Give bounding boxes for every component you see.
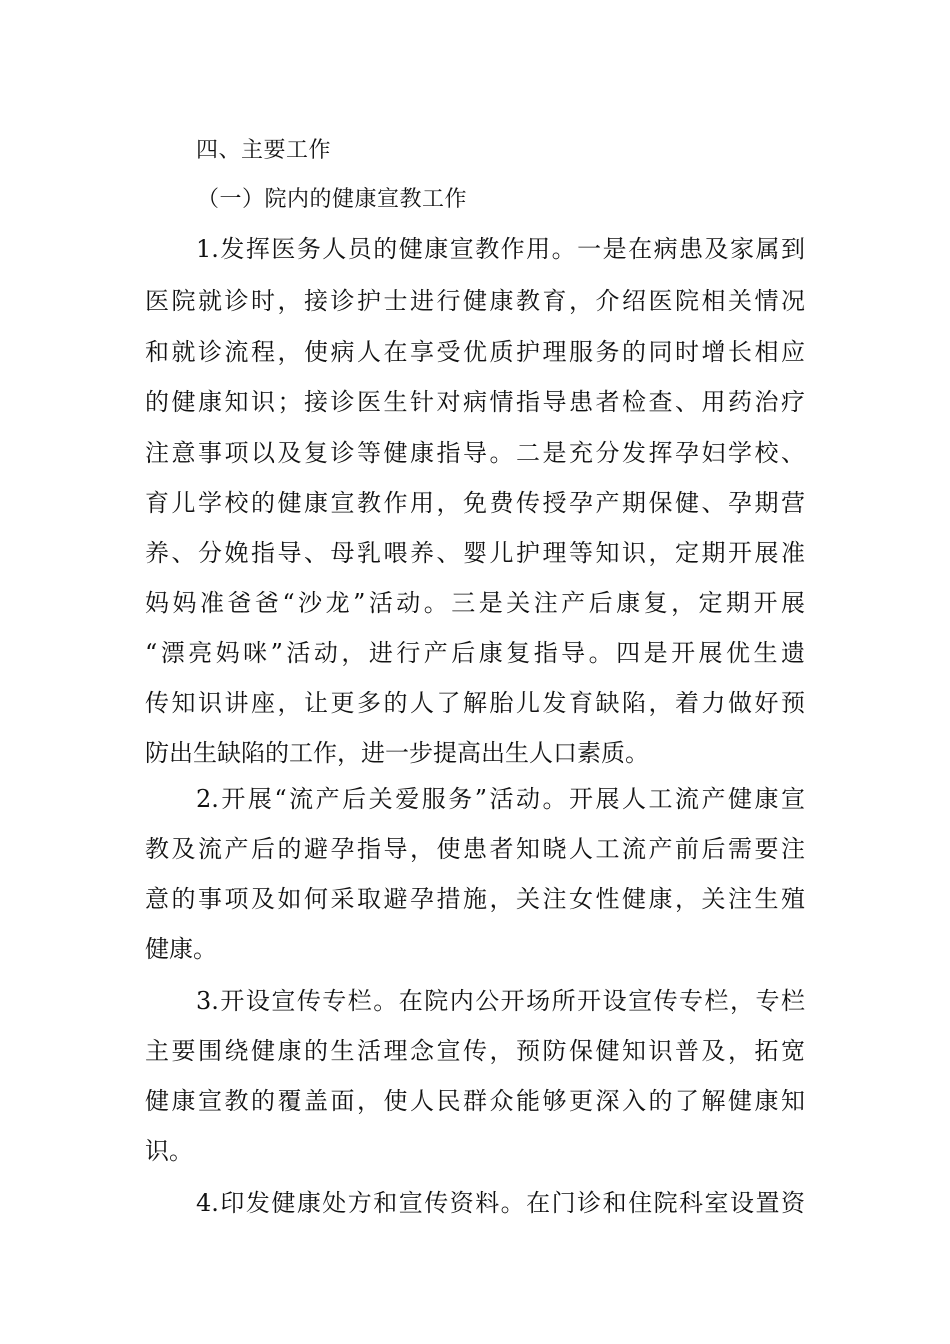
paragraph-4-line-1: 4.印发健康处方和宣传资料。在门诊和住院科室设置资 [196,1189,805,1217]
paragraph-2-line-4: 健康。 [145,935,217,963]
paragraph-1-line-4: 的健康知识；接诊医生针对病情指导患者检查、用药治疗 [145,388,805,416]
paragraph-1-line-6: 育儿学校的健康宣教作用，免费传授孕产期保健、孕期营 [145,489,805,517]
paragraph-2-line-3: 意的事项及如何采取避孕措施，关注女性健康，关注生殖 [145,885,805,913]
paragraph-3-line-2: 主要围绕健康的生活理念宣传，预防保健知识普及，拓宽 [145,1037,805,1065]
paragraph-2-line-2: 教及流产后的避孕指导，使患者知晓人工流产前后需要注 [145,835,805,863]
section-heading: 四、主要工作 [196,138,332,163]
paragraph-3-line-3: 健康宣教的覆盖面，使人民群众能够更深入的了解健康知 [145,1087,805,1115]
subsection-heading: （一）院内的健康宣教工作 [197,187,468,212]
paragraph-1-line-8: 妈妈准爸爸“沙龙”活动。三是关注产后康复，定期开展 [145,589,805,617]
paragraph-1-line-7: 养、分娩指导、母乳喂养、婴儿护理等知识，定期开展准 [145,539,805,567]
paragraph-1-line-11: 防出生缺陷的工作，进一步提高出生人口素质。 [145,739,649,767]
paragraph-3-line-4: 识。 [145,1137,193,1165]
paragraph-2-line-1: 2.开展“流产后关爱服务”活动。开展人工流产健康宣 [196,785,805,813]
paragraph-1-line-3: 和就诊流程，使病人在享受优质护理服务的同时增长相应 [145,338,805,366]
paragraph-1-line-5: 注意事项以及复诊等健康指导。二是充分发挥孕妇学校、 [145,439,805,467]
paragraph-1-line-10: 传知识讲座，让更多的人了解胎儿发育缺陷，着力做好预 [145,689,805,717]
paragraph-1-line-2: 医院就诊时，接诊护士进行健康教育，介绍医院相关情况 [145,287,805,315]
paragraph-1-line-9: “漂亮妈咪”活动，进行产后康复指导。四是开展优生遗 [145,639,805,667]
paragraph-1-line-1: 1.发挥医务人员的健康宣教作用。一是在病患及家属到 [196,235,805,263]
paragraph-3-line-1: 3.开设宣传专栏。在院内公开场所开设宣传专栏，专栏 [196,987,805,1015]
